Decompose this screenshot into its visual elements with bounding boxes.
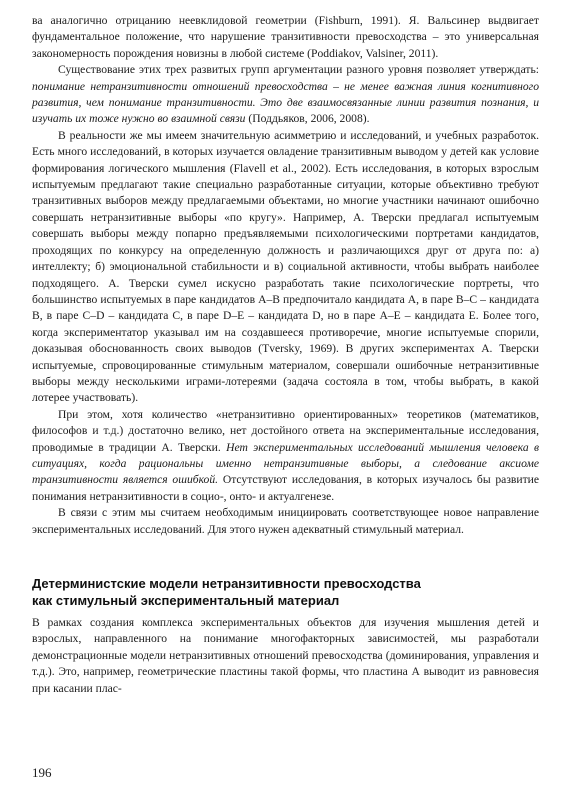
- text-run: В реальности же мы имеем значительную асимметрию и исследований, и учебных разработок. Есть много исследований, в которых изучается овладение транзитивным выводом у детей как условие формирования логического мышления (Flavell et al., 2002). Есть исследования, в которых взрослым испытуемым предлагают такие специально разработанные ситуации, которые объективно требуют транзитивных выборов между предлагаемыми объектами, но многие участники начинают ошибочно совершать нетранзитивные выборы «по кругу». Например, А. Тверски предлагал испытуемым совершать выборы между попарно предъявляемыми психологическими портретами кандидатов, проходящих по конкурсу на определенную должность и различающихся друг от друга по: а) интеллекту; б) эмоциональной стабильности и в) социальной активности, чтобы выбрать наиболее подходящего. А. Тверски сумел искусно разработать такие психологические портреты, что большинство испытуемых в паре кандидатов А–В предпочитало кандидата А, в паре В–С – кандидата В, в паре С–D – кандидата С, в паре D–Е – кандидата D, но в паре А–Е – кандидата Е. Более того, когда экспериментатор указывал им на создавшееся противоречие, многие испытуемые спорили, доказывая обоснованность своих выводов (Tversky, 1969). В других экспериментах А. Тверски испытуемые, спровоцированные стимульным материалом, совершали ошибочные нетранзитивные выборы между несколькими играми-лотереями (задача состояла в том, чтобы выбрать, в какой лотерее участвовать).: [32, 128, 539, 405]
- section-heading-line-1: Детерминистские модели нетранзитивности превосходства: [32, 576, 421, 591]
- text-run: В связи с этим мы считаем необходимым инициировать соответствующее новое направление экспериментальных исследований. Для этого нужен адекватный стимульный материал.: [32, 506, 539, 536]
- paragraph: [32, 62, 539, 128]
- text-run: Существование этих трех развитых групп аргументации разного уровня позволяет утверждать:: [58, 63, 539, 77]
- text-run: (Поддьяков, 2006, 2008).: [245, 112, 370, 126]
- paragraph: [32, 13, 539, 62]
- page-number: 196: [32, 765, 52, 780]
- text-run: ва аналогично отрицанию неевклидовой геометрии (Fishburn, 1991). Я. Вальсинер выдвигает фундаментальное положение, что нарушение транзитивности превосходства – это универсальная закономерность порождения новизны в любой системе (Poddiakov, Valsiner, 2011).: [32, 14, 539, 60]
- section-heading-line-2: как стимульный экспериментальный материал: [32, 593, 340, 608]
- text-run: При этом, хотя количество «нетранзитивно ориентированных» теоретиков (математиков, философов и т.д.) достаточно велико, нет достойного ответа на экспериментальные исследования, проводимые в традиции А. Тверски.: [32, 407, 539, 454]
- final-paragraph: В рамках создания комплекса экспериментальных объектов для изучения мышления детей и взрослых, направленного на понимание многофакторных зависимостей, мы разработали демонстрационные модели нетранзитивных отношений превосходства (доминирования, управления и т.д.). Это, например, геометрические пластины такой формы, что пластина А выводит из равновесия при касании плас-: [32, 616, 539, 695]
- italic-text: понимание нетранзитивности отношений превосходства – не менее важная линия когнитивного развития, чем понимание транзитивности. Это две взаимосвязанные линии развития познания, и изучать их тоже нужно во взаимной связи: [32, 79, 539, 126]
- text-run: Отсутствуют исследования, в которых изучалось бы развитие понимания нетранзитивности в социо-, онто- и актуалгенезе.: [32, 473, 540, 503]
- paragraph: [32, 128, 539, 407]
- section-heading: [32, 575, 539, 609]
- paragraph: [32, 407, 539, 505]
- italic-text: Нет экспериментальных исследований мышления человека в ситуациях, когда рациональны именно нетранзитивные выборы, а следование аксиоме транзитивности является ошибкой.: [32, 440, 540, 487]
- body-text: [32, 13, 539, 538]
- paragraph: [32, 505, 539, 538]
